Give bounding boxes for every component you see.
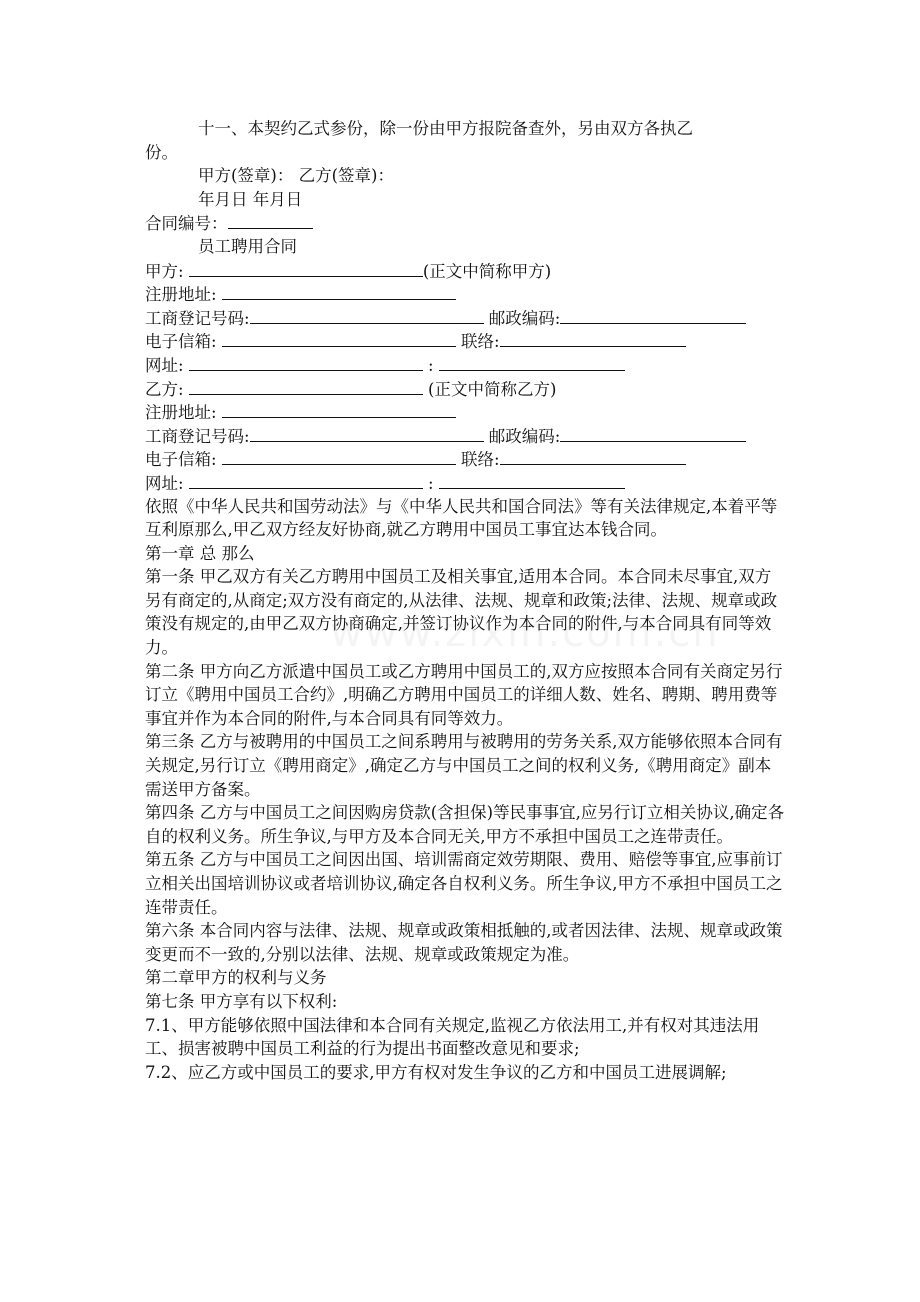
party-a-signature: 甲方(签章)： [198,166,294,186]
chapter-2-heading: 第二章甲方的权利与义务 [145,968,327,988]
document-page [145,117,785,1084]
party-b-label: 乙方: [145,379,189,399]
party-a-email-blank [222,329,456,347]
article-3: 第三条 乙方与被聘用的中国员工之间系聘用与被聘用的劳务关系,双方能够依照本合同有关规定,另行订立《聘用商定》,确定乙方与中国员工之间的权利义务,《聘用商定》副本需送甲方备案。 [145,732,783,799]
party-a-address-blank [222,282,456,300]
signature-dates: 年月日 年月日 [198,189,303,209]
contract-number-row [145,211,785,235]
contract-number-blank [228,211,313,229]
party-b-postal-label: 邮政编码: [483,426,561,446]
party-b-contact-label: 联络: [455,450,500,470]
party-a-label: 甲方: [145,261,189,281]
party-b-address-label: 注册地址: [145,403,222,423]
party-a-suffix: (正文中简称甲方) [422,261,552,281]
party-a-extra-blank [439,353,625,371]
party-a-website-row [145,353,785,377]
party-b-colon: : [422,473,439,493]
contract-title: 员工聘用合同 [198,236,297,256]
contract-number-label: 合同编号： [145,214,228,234]
party-b-postal-blank [560,424,746,442]
party-a-postal-label: 邮政编码: [483,308,561,328]
party-a-contact-blank [500,329,686,347]
preamble: 依照《中华人民共和国劳动法》与《中华人民共和国合同法》等有关法律规定,本着平等互利原那么,甲乙双方经友好协商,就乙方聘用中国员工事宜达本钱合同。 [145,496,778,540]
party-a-address-label: 注册地址: [145,285,222,305]
party-b-row [145,377,785,401]
party-b-website-blank [189,471,423,489]
party-a-row [145,259,785,283]
party-b-bizreg-label: 工商登记号码: [145,426,250,446]
article-1: 第一条 甲乙双方有关乙方聘用中国员工及相关事宜,适用本合同。本合同未尽事宜,双方另有商定的,从商定;双方没有商定的,从法律、法规、规章和政策;法律、法规、规章或政策没有规定的,由甲乙双方协商确定,并签订协议作为本合同的附件,与本合同具有同等效力。 [145,567,778,658]
party-b-name-blank [189,377,423,395]
party-b-email-label: 电子信箱: [145,450,222,470]
party-b-suffix: (正文中简称乙方) [422,379,557,399]
party-a-email-label: 电子信箱: [145,332,222,352]
party-a-email-row [145,329,785,353]
clause-11-line2: 份。 [145,142,178,162]
chapter-1-heading: 第一章 总 那么 [145,543,255,563]
article-4: 第四条 乙方与中国员工之间因购房贷款(含担保)等民事事宜,应另行订立相关协议,确定各自的权利义务。所生争议,与甲方及本合同无关,甲方不承担中国员工之连带责任。 [145,803,785,846]
party-b-email-row [145,447,785,471]
party-b-contact-blank [500,447,686,465]
party-b-website-label: 网址: [145,473,189,493]
article-5: 第五条 乙方与中国员工之间因出国、培训需商定效劳期限、费用、赔偿等事宜,应事前订立相关出国培训协议或者培训协议,确定各自权利义务。所生争议,甲方不承担中国员工之连带责任。 [145,850,783,917]
party-b-website-row [145,471,785,495]
party-b-email-blank [222,447,456,465]
party-a-address-row [145,282,785,306]
party-b-bizreg-blank [250,424,484,442]
party-a-colon: : [422,355,439,375]
item-7-2: 7.2、应乙方或中国员工的要求,甲方有权对发生争议的乙方和中国员工进展调解; [145,1062,727,1082]
party-a-bizreg-row [145,306,785,330]
party-b-extra-blank [439,471,625,489]
party-a-website-label: 网址: [145,355,189,375]
party-b-bizreg-row [145,424,785,448]
item-7-1: 7.1、甲方能够依照中国法律和本合同有关规定,监视乙方依法用工,并有权对其违法用工、损害被聘中国员工利益的行为提出书面整改意见和要求; [145,1015,760,1059]
party-a-contact-label: 联络: [455,332,500,352]
article-2: 第二条 甲方向乙方派遣中国员工或乙方聘用中国员工的,双方应按照本合同有关商定另行订立《聘用中国员工合约》,明确乙方聘用中国员工的详细人数、姓名、聘期、聘用费等事宜并作为本合同的附件,与本合同具有同等效力。 [145,661,783,728]
signature-line [145,164,785,188]
party-b-address-row [145,400,785,424]
party-a-name-blank [189,259,423,277]
party-b-signature: 乙方(签章)： [298,166,394,186]
party-b-address-blank [222,400,456,418]
article-6: 第六条 本合同内容与法律、法规、规章或政策相抵触的,或者因法律、法规、规章或政策变更而不一致的,分别以法律、法规、规章或政策规定为准。 [145,921,783,964]
party-a-website-blank [189,353,423,371]
article-7: 第七条 甲方享有以下权利: [145,991,338,1011]
clause-11-line1: 十一、本契约乙式参份，除一份由甲方报院备查外，另由双方各执乙 [198,119,693,138]
party-a-bizreg-label: 工商登记号码: [145,308,250,328]
party-a-bizreg-blank [250,306,484,324]
party-a-postal-blank [560,306,746,324]
